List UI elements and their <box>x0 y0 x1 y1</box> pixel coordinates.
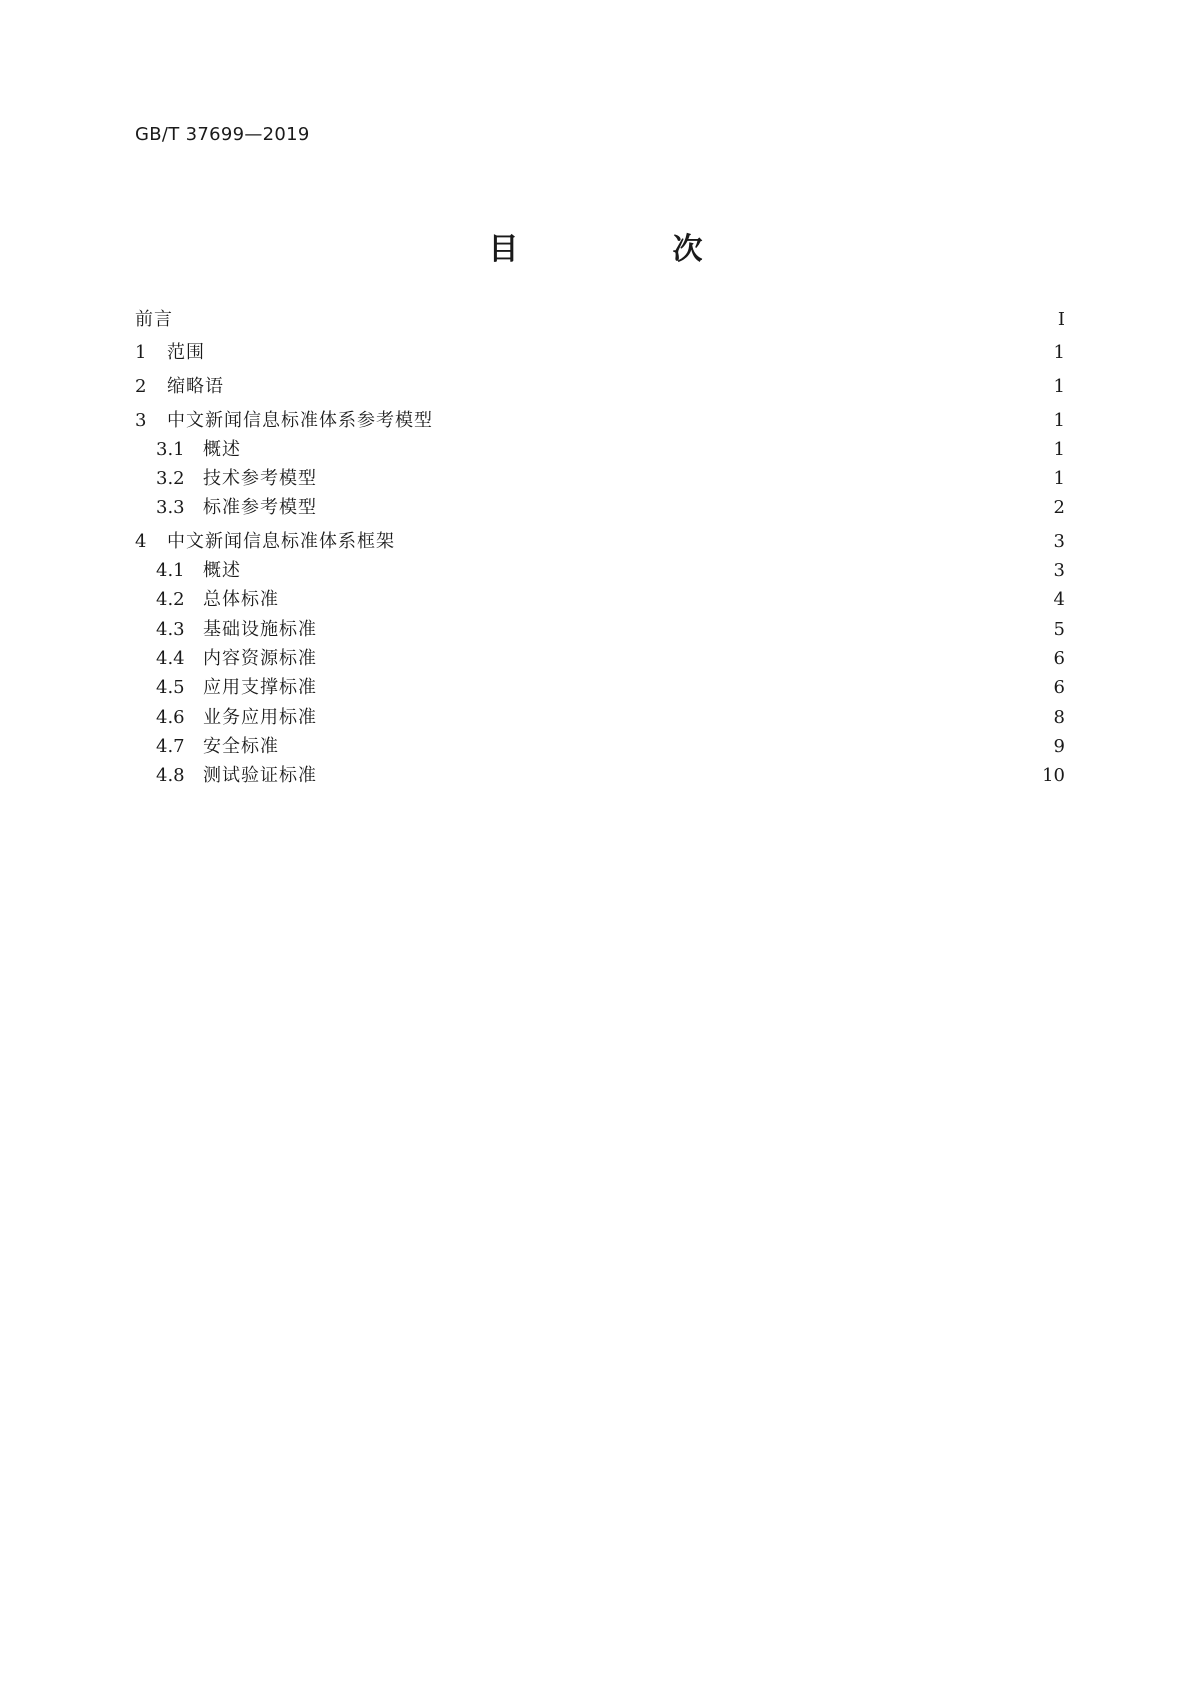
toc-dot-leader <box>327 646 1033 672</box>
toc-entry-number: 3.2 <box>156 468 185 489</box>
toc-entry-page: 8 <box>1053 707 1065 728</box>
toc-entry-title: 概述 <box>203 439 241 460</box>
toc-entry-title: 应用支撑标准 <box>203 677 317 698</box>
toc-entry-number: 3.1 <box>156 439 185 460</box>
toc-dot-leader <box>183 307 1033 333</box>
toc-entry[interactable] <box>135 675 1065 701</box>
toc-entry[interactable] <box>135 408 1065 434</box>
toc-entry-page: 6 <box>1053 648 1065 669</box>
toc-entry[interactable] <box>135 307 1065 333</box>
toc-entry-title: 总体标准 <box>203 589 279 610</box>
toc-entry[interactable] <box>135 558 1065 584</box>
toc-dot-leader <box>289 734 1033 760</box>
toc-entry-number: 3.3 <box>156 497 185 518</box>
toc-entry-title: 缩略语 <box>167 376 224 397</box>
toc-entry-number: 4.7 <box>156 736 185 757</box>
toc-entry-number: 4.6 <box>156 707 185 728</box>
toc-dot-leader <box>327 675 1033 701</box>
toc-entry[interactable] <box>135 437 1065 463</box>
toc-dot-leader <box>443 408 1033 434</box>
toc-entry-title: 基础设施标准 <box>203 619 317 640</box>
toc-entry-page: 1 <box>1053 342 1065 363</box>
toc-entry-page: 4 <box>1053 589 1065 610</box>
toc-dot-leader <box>251 437 1033 463</box>
toc-entry[interactable] <box>135 734 1065 760</box>
toc-entry-number: 2 <box>135 376 147 397</box>
toc-entry-page: 6 <box>1053 677 1065 698</box>
toc-entry-number: 4.5 <box>156 677 185 698</box>
toc-entry-number: 4 <box>135 531 147 552</box>
toc-entry-page: 3 <box>1053 560 1065 581</box>
toc-entry[interactable] <box>135 763 1065 789</box>
toc-entry-number: 4.3 <box>156 619 185 640</box>
toc-dot-leader <box>327 763 1033 789</box>
toc-entry-number: 4.4 <box>156 648 185 669</box>
toc-entry-page: 5 <box>1053 619 1065 640</box>
toc-entry-page: 3 <box>1053 531 1065 552</box>
toc-dot-leader <box>327 495 1033 521</box>
toc-entry-page: 1 <box>1053 376 1065 397</box>
page-title: 目 次 <box>488 232 765 267</box>
toc-entry-title: 范围 <box>167 342 205 363</box>
toc-entry-page: 2 <box>1053 497 1065 518</box>
toc-entry[interactable] <box>135 529 1065 555</box>
toc-dot-leader <box>215 340 1033 366</box>
toc-dot-leader <box>327 466 1033 492</box>
toc-entry-title: 内容资源标准 <box>203 648 317 669</box>
toc-entry-title: 概述 <box>203 560 241 581</box>
toc-entry-page: 9 <box>1053 736 1065 757</box>
toc-entry-title: 前言 <box>135 309 173 330</box>
toc-dot-leader <box>289 587 1033 613</box>
toc-entry-title: 中文新闻信息标准体系参考模型 <box>167 410 433 431</box>
toc-entry-title: 技术参考模型 <box>203 468 317 489</box>
toc-entry-title: 中文新闻信息标准体系框架 <box>167 531 395 552</box>
toc-entry[interactable] <box>135 646 1065 672</box>
toc-entry-page: 1 <box>1053 439 1065 460</box>
toc-dot-leader <box>234 374 1033 400</box>
toc-dot-leader <box>327 617 1033 643</box>
toc-entry-page: Ⅰ <box>1057 309 1065 330</box>
toc-entry-number: 4.2 <box>156 589 185 610</box>
toc-entry-page: 10 <box>1042 765 1065 786</box>
standard-code: GB/T 37699—2019 <box>135 124 310 145</box>
toc-entry-title: 安全标准 <box>203 736 279 757</box>
toc-entry-number: 4.1 <box>156 560 185 581</box>
toc-dot-leader <box>251 558 1033 584</box>
toc-entry-title: 业务应用标准 <box>203 707 317 728</box>
toc-entry[interactable] <box>135 617 1065 643</box>
toc-entry[interactable] <box>135 495 1065 521</box>
toc-dot-leader <box>405 529 1033 555</box>
toc-entry-number: 4.8 <box>156 765 185 786</box>
toc-entry-title: 测试验证标准 <box>203 765 317 786</box>
toc-entry-number: 3 <box>135 410 147 431</box>
toc-entry-page: 1 <box>1053 410 1065 431</box>
toc-entry-title: 标准参考模型 <box>203 497 317 518</box>
toc-entry[interactable] <box>135 340 1065 366</box>
toc-entry[interactable] <box>135 587 1065 613</box>
toc-entry[interactable] <box>135 466 1065 492</box>
toc-entry[interactable] <box>135 374 1065 400</box>
toc-entry-number: 1 <box>135 342 147 363</box>
toc-dot-leader <box>327 705 1033 731</box>
toc-entry[interactable] <box>135 705 1065 731</box>
toc-entry-page: 1 <box>1053 468 1065 489</box>
